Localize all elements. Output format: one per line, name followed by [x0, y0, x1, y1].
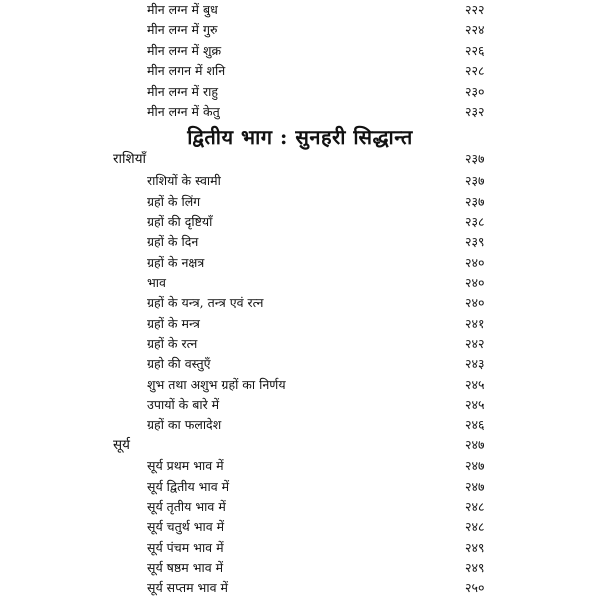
toc-entry-title: ग्रहों के दिन — [147, 234, 199, 249]
toc-entry — [147, 538, 487, 558]
toc-entry-page: २४८ — [465, 499, 485, 514]
toc-entry — [147, 456, 487, 476]
toc-entry-title: ग्रहों के मन्त्र — [147, 316, 200, 331]
toc-entry-page: २४३ — [465, 356, 485, 371]
section-heading-rashiyan — [113, 149, 487, 169]
toc-entry-title: सूर्य प्रथम भाव में — [147, 458, 224, 473]
toc-entry-title: सूर्य द्वितीय भाव में — [147, 479, 230, 494]
toc-entry-title: मीन लग्न में गुरु — [147, 22, 218, 37]
toc-entry-page: २३० — [465, 84, 485, 99]
toc-entry-page: २४५ — [465, 377, 485, 392]
toc-entry-page: २३७ — [465, 194, 485, 209]
toc-entry-title: सूर्य सप्तम भाव में — [147, 580, 228, 595]
section-heading-surya — [113, 435, 487, 455]
toc-entry-page: २४५ — [465, 397, 485, 412]
toc-entry — [147, 0, 487, 20]
toc-entry-page: २४२ — [465, 336, 485, 351]
toc-entry — [147, 477, 487, 497]
section-page: २४७ — [465, 437, 485, 452]
toc-entry — [147, 497, 487, 517]
toc-entry — [147, 578, 487, 598]
toc-entry — [147, 102, 487, 122]
toc-entry-title: ग्रहों के रत्न — [147, 336, 198, 351]
toc-entry-page: २३९ — [465, 234, 485, 249]
toc-entry-page: २२६ — [465, 43, 485, 58]
toc-entry-title: ग्रहों का फलादेश — [147, 417, 222, 432]
toc-entry — [147, 82, 487, 102]
toc-entry — [147, 232, 487, 252]
toc-entry-page: २४१ — [465, 316, 485, 331]
toc-entry — [147, 253, 487, 273]
toc-entry — [147, 61, 487, 81]
toc-entry-page: २३८ — [465, 214, 485, 229]
toc-entry-page: २२४ — [465, 22, 485, 37]
toc-entry-page: २२२ — [465, 2, 485, 17]
toc-entry-page: २४० — [465, 275, 485, 290]
toc-entry — [147, 354, 487, 374]
toc-entry-title: ग्रहों की दृष्टियाँ — [147, 214, 213, 229]
toc-entry — [147, 517, 487, 537]
toc-entry-title: मीन लग्न में राहु — [147, 84, 218, 99]
toc-entry — [147, 334, 487, 354]
toc-entry-page: २४७ — [465, 458, 485, 473]
toc-entry — [147, 273, 487, 293]
section-title: सूर्य — [113, 437, 130, 453]
toc-entry — [147, 212, 487, 232]
toc-entry-page: २४९ — [465, 540, 485, 555]
toc-entry — [147, 375, 487, 395]
toc-entry-title: सूर्य चतुर्थ भाव में — [147, 519, 225, 534]
toc-entry-page: २४७ — [465, 479, 485, 494]
toc-entry-title: ग्रहो की वस्तुएँ — [147, 356, 211, 371]
toc-entry-page: २५० — [465, 580, 485, 595]
toc-entry-title: राशियों के स्वामी — [147, 173, 221, 188]
toc-entry — [147, 395, 487, 415]
toc-entry-title: भाव — [147, 275, 166, 290]
toc-entry-page: २३२ — [465, 104, 485, 119]
toc-entry-title: मीन लग्न में बुध — [147, 2, 218, 17]
toc-entry-title: मीन लगन में शनि — [147, 63, 226, 78]
toc-entry-title: मीन लग्न में शुक्र — [147, 43, 222, 58]
toc-entry-page: २४८ — [465, 519, 485, 534]
toc-entry-title: सूर्य षष्ठम भाव में — [147, 560, 224, 575]
toc-entry-page: २४९ — [465, 560, 485, 575]
toc-entry-title: ग्रहों के नक्षत्र — [147, 255, 205, 270]
toc-entry — [147, 314, 487, 334]
toc-entry-page: २४६ — [465, 417, 485, 432]
section-title: राशियाँ — [113, 151, 147, 167]
toc-entry-page: २२८ — [465, 63, 485, 78]
toc-entry — [147, 20, 487, 40]
toc-entry — [147, 171, 487, 191]
toc-entry-title: सूर्य पंचम भाव में — [147, 540, 224, 555]
toc-entry-title: उपायों के बारे में — [147, 397, 220, 412]
toc-entry-title: शुभ तथा अशुभ ग्रहों का निर्णय — [147, 377, 286, 392]
toc-entry — [147, 293, 487, 313]
section-page: २३७ — [465, 151, 485, 166]
toc-entry — [147, 415, 487, 435]
toc-entry-title: ग्रहों के यन्त्र, तन्त्र एवं रत्न — [147, 295, 264, 310]
toc-entry — [147, 558, 487, 578]
toc-entry-page: २३७ — [465, 173, 485, 188]
toc-entry — [147, 41, 487, 61]
toc-entry — [147, 192, 487, 212]
toc-entry-title: मीन लग्न में केतु — [147, 104, 220, 119]
part-heading: द्वितीय भाग : सुनहरी सिद्धान्त — [187, 125, 413, 149]
toc-entry-title: ग्रहों के लिंग — [147, 194, 201, 209]
toc-entry-title: सूर्य तृतीय भाव में — [147, 499, 226, 514]
toc-entry-page: २४० — [465, 295, 485, 310]
toc-entry-page: २४० — [465, 255, 485, 270]
